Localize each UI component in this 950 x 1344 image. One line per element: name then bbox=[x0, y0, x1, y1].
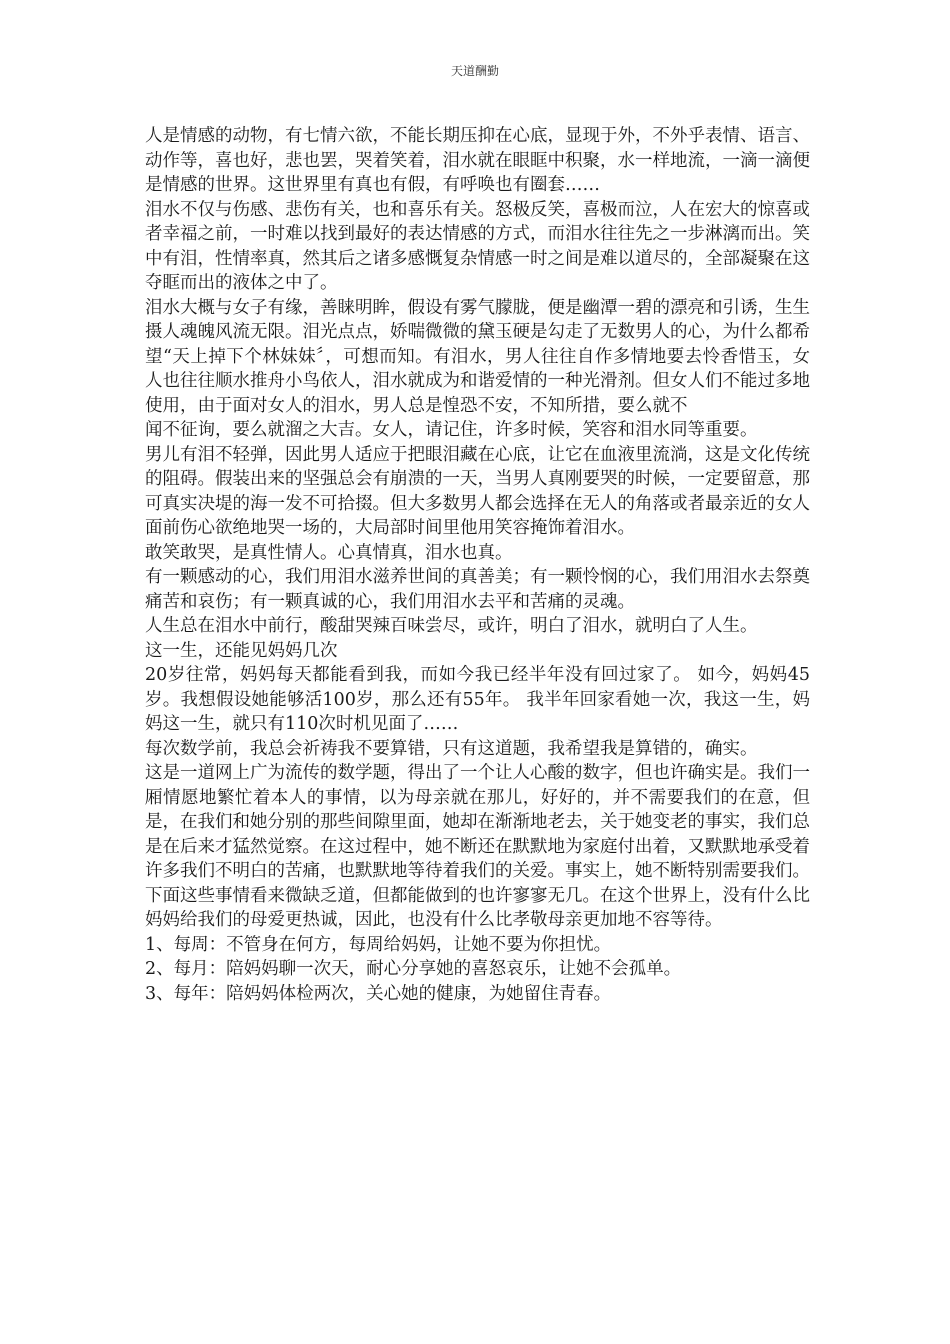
paragraph-life: 人生总在泪水中前行，酸甜哭辣百味尝尽，或许，明白了泪水，就明白了人生。 bbox=[145, 616, 758, 636]
paragraph-math-prayer: 每次数学前，我总会祈祷我不要算错，只有这道题，我希望我是算错的，确实。 bbox=[145, 738, 758, 759]
paragraph-tears-joy: 泪水不仅与伤感、悲伤有关，也和喜乐有关。怒极反笑，喜极而泣，人在宏大的惊喜或者幸福之前，一时难以找到最好的表达情感的方式，而泪水往往先之一步淋漓而出。笑中有泪，性情率真，然其后之诸多感慨复杂情感一时之间是难以道尽的，全部凝聚在这夺眶而出的液体之中了。 bbox=[145, 199, 810, 293]
paragraph-tears-men: 男儿有泪不轻弹，因此男人适应于把眼泪藏在心底，让它在血液里流淌，这是文化传统的阻碍。假装出来的坚强总会有崩溃的一天，当男人真刚要哭的时候，一定要留意，那可真实决堤的海一发不可拾掇。但大多数男人都会选择在无人的角落或者最亲近的女人面前伤心欲绝地哭一场的，大局部时间里他用笑容掩饰着泪水。 bbox=[145, 444, 810, 538]
paragraph-heart: 有一颗感动的心，我们用泪水滋养世间的真善美；有一颗怜悯的心，我们用泪水去祭奠痛苦和哀伤；有一颗真诚的心，我们用泪水去平和苦痛的灵魂。 bbox=[145, 567, 810, 612]
paragraph-math-problem: 这是一道网上广为流传的数学题，得出了一个让人心酸的数字，但也许确实是。我们一厢情愿地繁忙着本人的事情，以为母亲就在那儿，好好的，并不需要我们的在意，但是，在我们和她分别的那些间隙里面，她却在渐渐地老去，关于她变老的事实，我们总是在后来才猛然觉察。在这过程中，她不断还在默默地为家庭付出着，又默默地承受着许多我们不明白的苦痛，也默默地等待着我们的关爱。事实上，她不断特别需要我们。 bbox=[145, 763, 810, 881]
page-header: 天道酬勤 bbox=[450, 64, 499, 78]
list-item-yearly: 3、每年：陪妈妈体检两次，关心她的健康，为她留住青春。 bbox=[145, 983, 612, 1004]
paragraph-things-to-do: 下面这些事情看来微缺乏道，但都能做到的也许寥寥无几。在这个世界上，没有什么比妈妈给我们的母爱更热诚，因此，也没有什么比孝敬母亲更加地不容等待。 bbox=[145, 885, 810, 930]
section-heading-mother: 这一生，还能见妈妈几次 bbox=[145, 640, 338, 661]
paragraph-true-temperament: 敢笑敢哭，是真性情人。心真情真，泪水也真。 bbox=[145, 542, 513, 563]
list-item-monthly: 2、每月：陪妈妈聊一次天，耐心分享她的喜怒哀乐，让她不会孤单。 bbox=[145, 959, 682, 979]
paragraph-tears-women: 泪水大概与女子有缘，善睐明眸，假设有雾气朦胧，便是幽潭一碧的漂亮和引诱，生生摄人魂魄风流无限。泪光点点，娇喘微微的黛玉硬是勾走了无数男人的心，为什么都希望“天上掉下个林妹妹〞，可想而知。有泪水，男人往往自作多情地要去怜香惜玉，女人也往往顺水推舟小鸟依人，泪水就成为和谐爱情的一种光滑剂。但女人们不能过多地使用，由于面对女人的泪水，男人总是惶恐不安，不知所措，要么就不 bbox=[145, 297, 810, 416]
document-body bbox=[145, 124, 810, 1006]
paragraph-mother-count: 20岁往常，妈妈每天都能看到我，而如今我已经半年没有回过家了。 如今，妈妈45岁。我想假设她能够活100岁，那么还有55年。 我半年回家看她一次，我这一生，妈妈这一生，就只有110次时机见面了…… bbox=[145, 665, 810, 734]
paragraph-tears-intro: 人是情感的动物，有七情六欲，不能长期压抑在心底，显现于外，不外乎表情、语言、动作等，喜也好，悲也罢，哭着笑着，泪水就在眼眶中积聚，水一样地流，一滴一滴便是情感的世界。这世界里有真也有假，有呼唤也有圈套…… bbox=[145, 126, 810, 195]
list-item-weekly: 1、每周：不管身在何方，每周给妈妈，让她不要为你担忧。 bbox=[145, 934, 612, 955]
paragraph-tears-women-cont: 闻不征询，要么就溜之大吉。女人，请记住，许多时候，笑容和泪水同等重要。 bbox=[145, 420, 758, 440]
